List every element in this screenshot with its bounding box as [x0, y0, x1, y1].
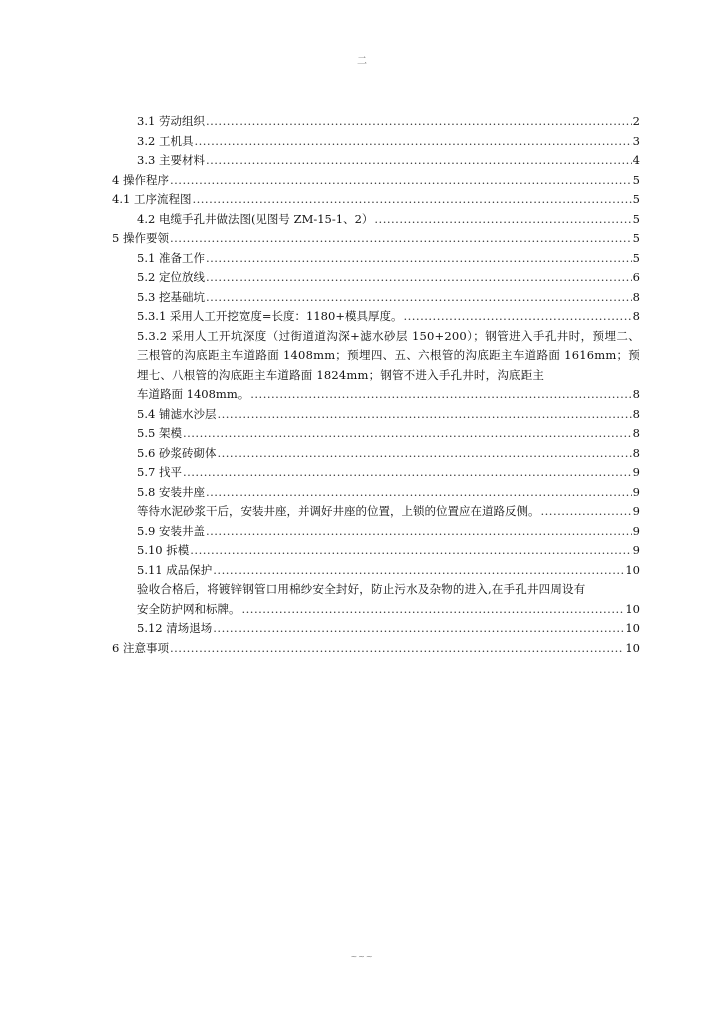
toc-entry-page: 3 — [632, 133, 640, 148]
toc-entry-page: 8 — [632, 387, 640, 401]
toc-entry-page: 5 — [632, 231, 640, 245]
toc-leader — [217, 405, 631, 425]
toc-leader — [190, 541, 631, 561]
toc-entry[interactable] — [112, 249, 640, 269]
toc-entry-page: 6 — [632, 270, 640, 284]
toc-entry[interactable] — [112, 229, 640, 249]
toc-entry-body: 5.3.2 采用人工开坑深度（过街道道沟深+滤水砂层 150+200）；钢管进入手孔井时，预埋二、三根管的沟底距主车道路面 1408mm；预埋四、五、六根管的沟底距主车道路面 1616mm；预埋七、八根管的沟底距主车道路面 1824mm；钢管不进入手孔井时，沟底距主 — [137, 328, 640, 382]
toc-entry[interactable] — [112, 639, 640, 659]
toc-entry-page: 8 — [632, 309, 640, 323]
toc-leader — [170, 171, 632, 191]
toc-entry-title: 5.7 找平 — [137, 465, 182, 479]
page-footer-mark: ~~~ — [350, 952, 374, 961]
toc-leader — [374, 210, 631, 230]
toc-entry-page: 5 — [632, 211, 640, 226]
toc-entry-page: 2 — [632, 114, 640, 128]
toc-entry-multiline[interactable] — [112, 327, 640, 405]
toc-entry-title: 5.8 安装井座 — [137, 484, 205, 499]
toc-entry[interactable] — [112, 151, 640, 171]
toc-entry-page: 5 — [632, 192, 640, 206]
toc-entry-title: 5.12 清场退场 — [137, 621, 213, 635]
toc-leader — [206, 112, 632, 132]
toc-leader — [403, 307, 631, 327]
toc-leader — [541, 502, 632, 522]
toc-entry-title: 5.9 安装井盖 — [137, 523, 205, 538]
toc-entry-title: 6 注意事项 — [112, 640, 169, 655]
toc-entry[interactable] — [112, 405, 640, 425]
toc-leader — [183, 463, 632, 483]
toc-entry-title: 5.11 成品保护 — [137, 562, 213, 577]
toc-entry[interactable] — [112, 522, 640, 542]
toc-entry-title-tail: 安全防护网和标牌。 — [137, 601, 241, 616]
toc-entry-page: 8 — [632, 406, 640, 421]
toc-entry-page: 8 — [632, 445, 640, 460]
toc-leader — [206, 151, 632, 171]
toc-entry-multiline[interactable] — [112, 580, 640, 619]
toc-entry-title: 5.10 拆模 — [137, 543, 190, 557]
table-of-contents — [112, 112, 640, 658]
toc-entry-title: 5.5 架模 — [137, 426, 182, 440]
toc-entry-title: 4 操作程序 — [112, 172, 169, 187]
toc-entry[interactable] — [112, 502, 640, 522]
toc-entry-page: 10 — [625, 640, 640, 655]
toc-entry-title: 3.1 劳动组织 — [137, 114, 205, 128]
toc-entry-body: 验收合格后，将镀锌钢管口用棉纱安全封好，防止污水及杂物的进入,在手孔井四周设有 — [137, 582, 586, 596]
toc-leader — [242, 600, 625, 620]
toc-leader — [192, 190, 631, 210]
toc-leader — [183, 424, 632, 444]
toc-entry-title: 4.1 工序流程图 — [112, 192, 192, 206]
toc-entry-title: 3.2 工机具 — [137, 133, 194, 148]
toc-leader — [206, 249, 632, 269]
toc-entry-page: 8 — [632, 426, 640, 440]
toc-leader — [213, 619, 624, 639]
toc-entry-page: 10 — [625, 601, 640, 616]
toc-leader — [213, 561, 624, 581]
toc-entry[interactable] — [112, 424, 640, 444]
toc-entry-title: 5.6 砂浆砖砌体 — [137, 445, 217, 460]
toc-entry-page: 8 — [632, 289, 640, 304]
toc-entry-page: 9 — [632, 523, 640, 538]
toc-entry-page: 9 — [632, 465, 640, 479]
toc-leader — [217, 444, 631, 464]
toc-entry-title: 5.2 定位放线 — [137, 270, 205, 284]
toc-entry[interactable] — [112, 112, 640, 132]
toc-entry-page: 10 — [625, 562, 640, 577]
toc-entry-title: 5.1 准备工作 — [137, 250, 205, 265]
toc-entry-page: 10 — [625, 621, 640, 635]
toc-leader — [206, 268, 632, 288]
toc-entry[interactable] — [112, 444, 640, 464]
toc-entry-page: 4 — [632, 153, 640, 167]
toc-leader — [206, 522, 632, 542]
toc-entry[interactable] — [112, 268, 640, 288]
toc-entry-page: 9 — [632, 504, 640, 518]
toc-entry[interactable] — [112, 307, 640, 327]
toc-leader — [206, 288, 632, 308]
toc-leader — [170, 639, 624, 659]
toc-entry[interactable] — [112, 288, 640, 308]
toc-entry[interactable] — [112, 541, 640, 561]
page-header-mark: 二 — [357, 56, 367, 67]
toc-entry[interactable] — [112, 190, 640, 210]
toc-entry-title: 5.3.1 采用人工开挖宽度=长度：1180+模具厚度。 — [137, 309, 403, 323]
toc-entry-title: 5.3 挖基础坑 — [137, 289, 205, 304]
toc-entry-title-tail: 车道路面 1408mm。 — [137, 387, 250, 401]
toc-entry-title: 4.2 电缆手孔井做法图(见图号 ZM-15-1、2） — [137, 211, 374, 226]
toc-entry-page: 5 — [632, 250, 640, 265]
toc-leader — [194, 132, 631, 152]
toc-entry[interactable] — [112, 132, 640, 152]
toc-leader — [170, 229, 632, 249]
toc-entry[interactable] — [112, 210, 640, 230]
toc-leader — [250, 385, 631, 405]
toc-entry[interactable] — [112, 483, 640, 503]
toc-entry-page: 5 — [632, 172, 640, 187]
toc-entry[interactable] — [112, 619, 640, 639]
toc-entry[interactable] — [112, 171, 640, 191]
toc-entry-title: 3.3 主要材料 — [137, 153, 205, 167]
toc-entry[interactable] — [112, 561, 640, 581]
toc-leader — [206, 483, 632, 503]
toc-entry-page: 9 — [632, 484, 640, 499]
toc-entry-title: 5 操作要领 — [112, 231, 169, 245]
toc-entry[interactable] — [112, 463, 640, 483]
toc-entry-title: 等待水泥砂浆干后，安装井座，并调好井座的位置，上锁的位置应在道路反侧。 — [137, 504, 540, 518]
toc-entry-page: 9 — [632, 543, 640, 557]
toc-entry-title: 5.4 铺滤水沙层 — [137, 406, 217, 421]
